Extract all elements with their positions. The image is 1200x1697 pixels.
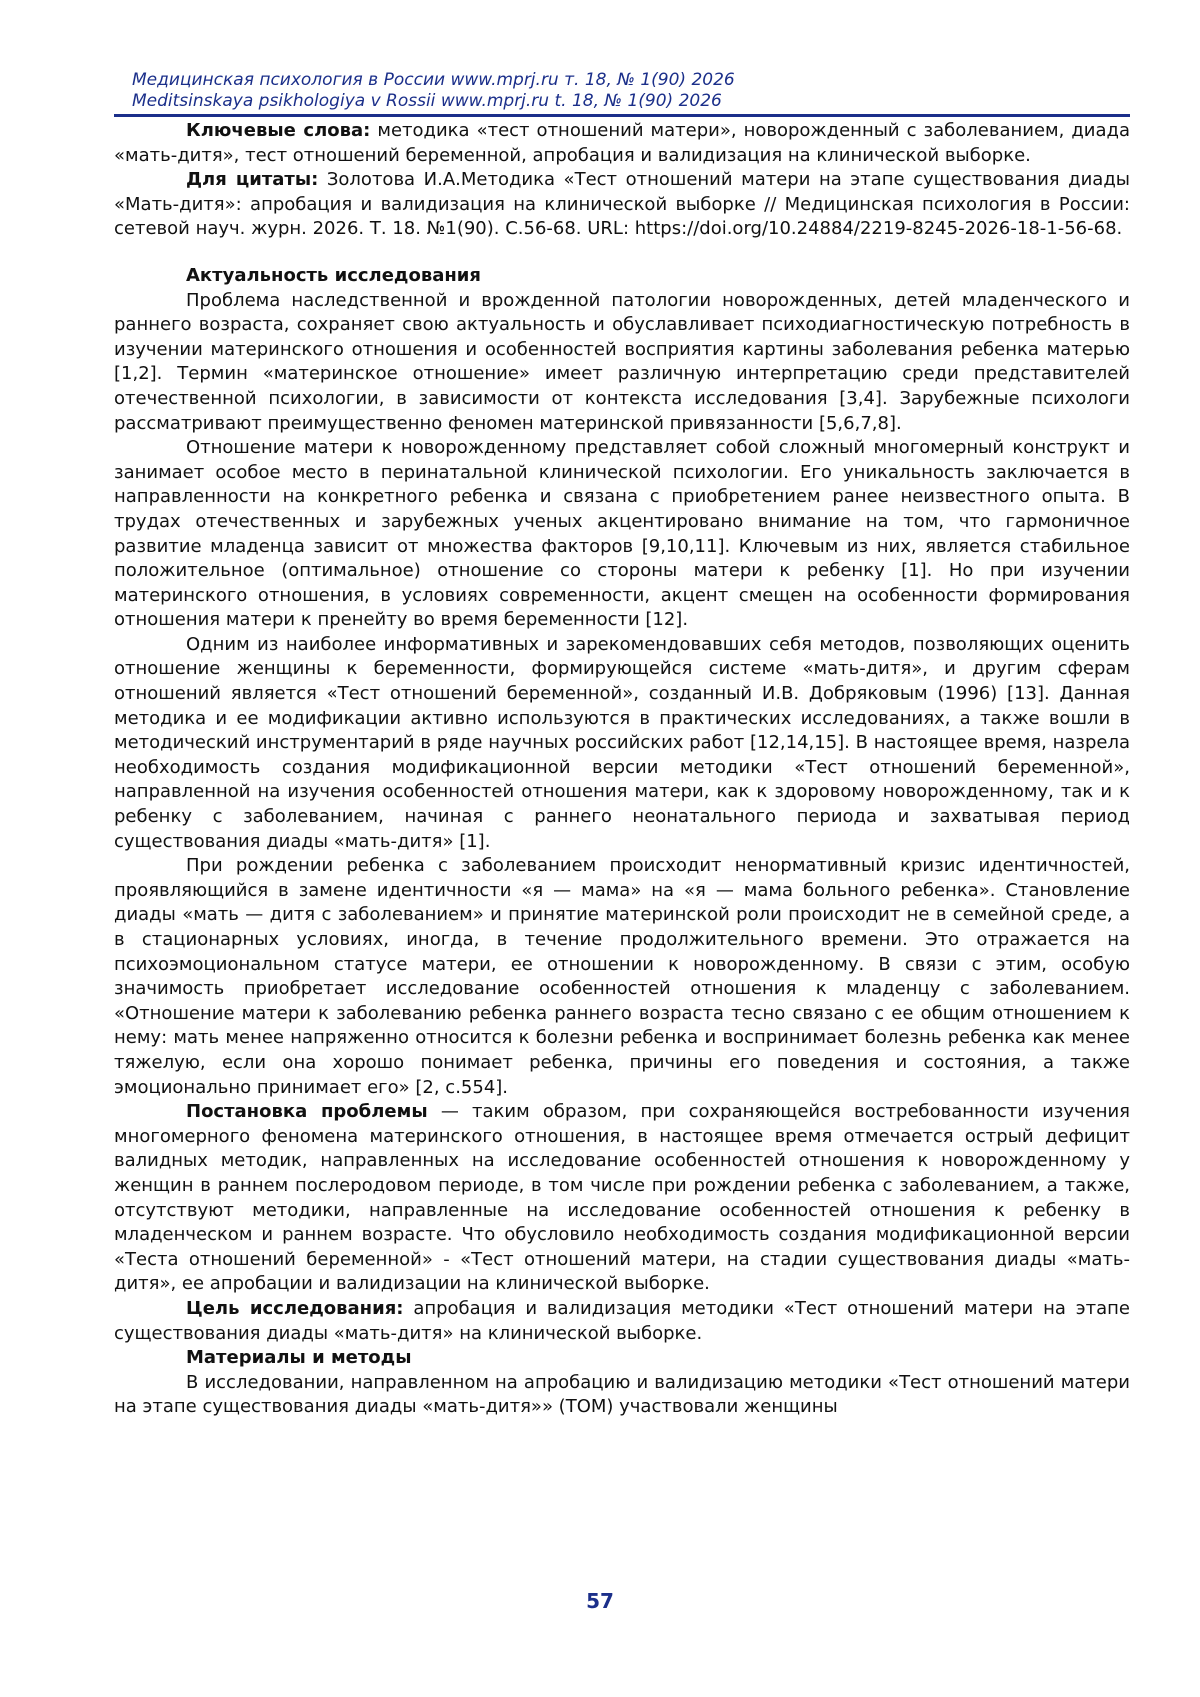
aim-label: Цель исследования:	[186, 1297, 404, 1319]
keywords-paragraph	[114, 119, 1130, 168]
citation-text: Золотова И.А.Методика «Тест отношений матери на этапе существования диады «Мать-дитя»: апробация и валидизация на клинической выборке // Медицинская психология в России: сетевой науч. журн. 2026. Т. 18. №1(90). С.56-68. URL: https://doi.org/10.24884/2219-8245-2026-18-1-56-68.	[114, 169, 1130, 240]
header-title-ru: Медицинская психология в России www.mprj.ru т. 18, № 1(90) 2026	[132, 70, 735, 90]
problem-label: Постановка проблемы	[186, 1101, 428, 1123]
section-heading-relevance: Актуальность исследования	[186, 264, 481, 286]
paragraph: При рождении ребенка с заболеванием происходит ненормативный кризис идентичностей, проявляющийся в замене идентичности «я — мама» на «я — мама больного ребенка». Становление диады «мать — дитя с заболеванием» и принятие материнской роли происходит не в семейной среде, а в стационарных условиях, иногда, в течение продолжительного времени. Это отражается на психоэмоциональном статусе матери, ее отношении к новорожденному. В связи с этим, особую значимость приобретает исследование особенностей отношения к младенцу с заболеванием. «Отношение матери к заболеванию ребенка раннего возраста тесно связано с ее общим отношением к нему: мать менее напряженно относится к болезни ребенка и воспринимает болезнь ребенка как менее тяжелую, если она хорошо понимает ребенка, причины его поведения и состояния, а также эмоционально принимает его» [2, с.554].	[114, 855, 1130, 1098]
paragraph: Проблема наследственной и врожденной патологии новорожденных, детей младенческого и раннего возраста, сохраняет свою актуальность и обуславливает психодиагностическую потребность в изучении материнского отношения и особенностей восприятия картины заболевания ребенка матерью [1,2]. Термин «материнское отношение» имеет различную интерпретацию среди представителей отечественной психологии, в зависимости от контекста исследования [3,4]. Зарубежные психологи рассматривают преимущественно феномен материнской привязанности [5,6,7,8].	[114, 289, 1130, 434]
citation-paragraph	[114, 168, 1130, 242]
paragraph: Отношение матери к новорожденному представляет собой сложный многомерный конструкт и занимает особое место в перинатальной клинической психологии. Его уникальность заключается в направленности на конкретного ребенка и связана с приобретением ранее неизвестного опыта. В трудах отечественных и зарубежных ученых акцентировано внимание на том, что гармоничное развитие младенца зависит от множества факторов [9,10,11]. Ключевым из них, является стабильное положительное (оптимальное) отношение со стороны матери к ребенку [1]. Но при изучении материнского отношения, в условиях современности, акцент смещен на особенности формирования отношения матери к пренейту во время беременности [12].	[114, 437, 1130, 631]
running-header	[132, 70, 1132, 112]
article-body	[114, 119, 1130, 1420]
keywords-label: Ключевые слова:	[186, 120, 371, 141]
header-title-translit: Meditsinskaya psikhologiya v Rossii www.mprj.ru t. 18, № 1(90) 2026	[132, 91, 722, 111]
keywords-text: методика «тест отношений матери», новорожденный с заболеванием, диада «мать-дитя», тест отношений беременной, апробация и валидизация на клинической выборке.	[114, 120, 1130, 166]
section-heading-methods: Материалы и методы	[186, 1347, 412, 1369]
paragraph: В исследовании, направленном на апробацию и валидизацию методики «Тест отношений матери на этапе существования диады «мать-дитя»» (ТОМ) участвовали женщины	[114, 1371, 1130, 1418]
header-divider	[114, 114, 1130, 117]
spacer	[114, 242, 1130, 264]
aim-text: апробация и валидизация методики «Тест отношений матери на этапе существования диады «мать-дитя» на клинической выборке.	[114, 1297, 1131, 1344]
citation-label: Для цитаты:	[186, 169, 319, 191]
paragraph: Одним из наиболее информативных и зарекомендовавших себя методов, позволяющих оценить отношение женщины к беременности, формирующейся системе «мать-дитя», и другим сферам отношений является «Тест отношений беременной», созданный И.В. Добряковым (1996) [13]. Данная методика и ее модификации активно используются в практических исследованиях, а также вошли в методический инструментарий в ряде научных российских работ [12,14,15]. В настоящее время, назрела необходимость создания модификационной версии методики «Тест отношений беременной», направленной на изучения особенностей отношения матери, как к здоровому новорожденному, так и к ребенку с заболеванием, начиная с раннего неонатального периода и захватывая период существования диады «мать-дитя» [1].	[114, 633, 1130, 852]
aim-paragraph	[114, 1297, 1130, 1346]
problem-paragraph	[114, 1100, 1130, 1297]
page-number: 57	[586, 1589, 614, 1613]
problem-text: — таким образом, при сохраняющейся востребованности изучения многомерного феномена материнского отношения, в настоящее время отмечается острый дефицит валидных методик, направленных на исследование особенностей отношения к новорожденному у женщин в раннем послеродовом периоде, в том числе при рождении ребенка с заболеванием, а также, отсутствуют методики, направленные на исследование особенностей отношения к ребенку в младенческом и раннем возрасте. Что обусловило необходимость создания модификационной версии «Теста отношений беременной» - «Тест отношений матери, на стадии существования диады «мать-дитя», ее апробации и валидизации на клинической выборке.	[114, 1101, 1131, 1295]
